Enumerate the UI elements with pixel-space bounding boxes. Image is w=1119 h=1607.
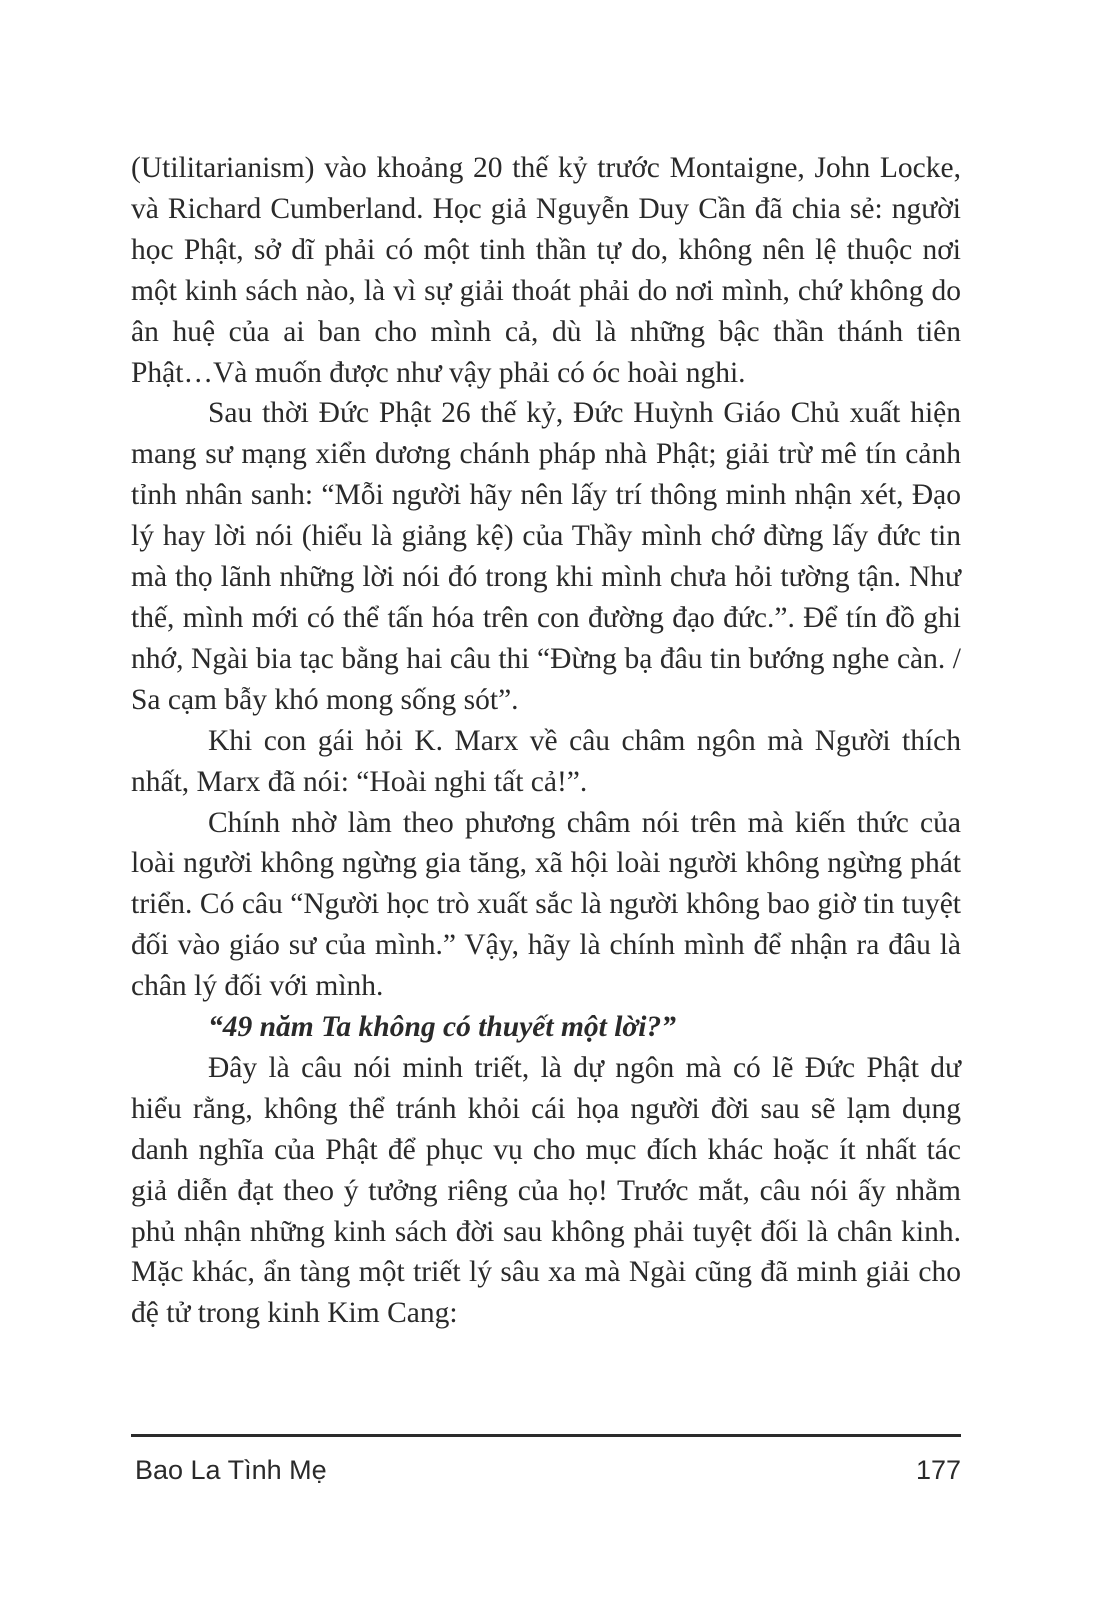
paragraph-2: Sau thời Đức Phật 26 thế kỷ, Đức Huỳnh Giáo Chủ xuất hiện mang sư mạng xiển dương chánh pháp nhà Phật; giải trừ mê tín cảnh tỉnh nhân sanh: “Mỗi người hãy nên lấy trí thông minh nhận xét, Đạo lý hay lời nói (hiểu là giảng kệ) của Thầy mình chớ đừng lấy đức tin mà thọ lãnh những lời nói đó trong khi mình chưa hỏi tường tận. Như thế, mình mới có thể tấn hóa trên con đường đạo đức.”. Để tín đồ ghi nhớ, Ngài bia tạc bằng hai câu thi “Đừng bạ đâu tin bướng nghe càn. / Sa cạm bẫy khó mong sống sót”. [131,397,961,716]
page-footer [131,1450,961,1490]
paragraph-1: (Utilitarianism) vào khoảng 20 thế kỷ trước Montaigne, John Locke, và Richard Cumberland. Học giả Nguyễn Duy Cần đã chia sẻ: người học Phật, sở dĩ phải có một tinh thần tự do, không nên lệ thuộc nơi một kinh sách nào, là vì sự giải thoát phải do nơi mình, chứ không do ân huệ của ai ban cho mình cả, dù là những bậc thần thánh tiên Phật…Và muốn được như vậy phải có óc hoài nghi. [131,152,961,389]
paragraph-5: Đây là câu nói minh triết, là dự ngôn mà có lẽ Đức Phật dư hiểu rằng, không thể tránh khỏi cái họa người đời sau sẽ lạm dụng danh nghĩa của Phật để phục vụ cho mục đích khác hoặc ít nhất tác giả diễn đạt theo ý tưởng riêng của họ! Trước mắt, câu nói ấy nhằm phủ nhận những kinh sách đời sau không phải tuyệt đối là chân kinh. Mặc khác, ẩn tàng một triết lý sâu xa mà Ngài cũng đã minh giải cho đệ tử trong kinh Kim Cang: [131,1051,961,1330]
paragraph-4: Chính nhờ làm theo phương châm nói trên mà kiến thức của loài người không ngừng gia tăng, xã hội loài người không ngừng phát triển. Có câu “Người học trò xuất sắc là người không bao giờ tin tuyệt đối vào giáo sư của mình.” Vậy, hãy là chính mình để nhận ra đâu là chân lý đối với mình. [131,806,961,1003]
section-heading-quote: “49 năm Ta không có thuyết một lời?” [208,1011,676,1044]
paragraph-3: Khi con gái hỏi K. Marx về câu châm ngôn mà Người thích nhất, Marx đã nói: “Hoài nghi tất cả!”. [131,724,961,798]
footer-divider [131,1434,961,1437]
book-title: Bao La Tình Mẹ [135,1455,327,1485]
page-number: 177 [915,1455,961,1485]
page-body [131,148,961,1334]
